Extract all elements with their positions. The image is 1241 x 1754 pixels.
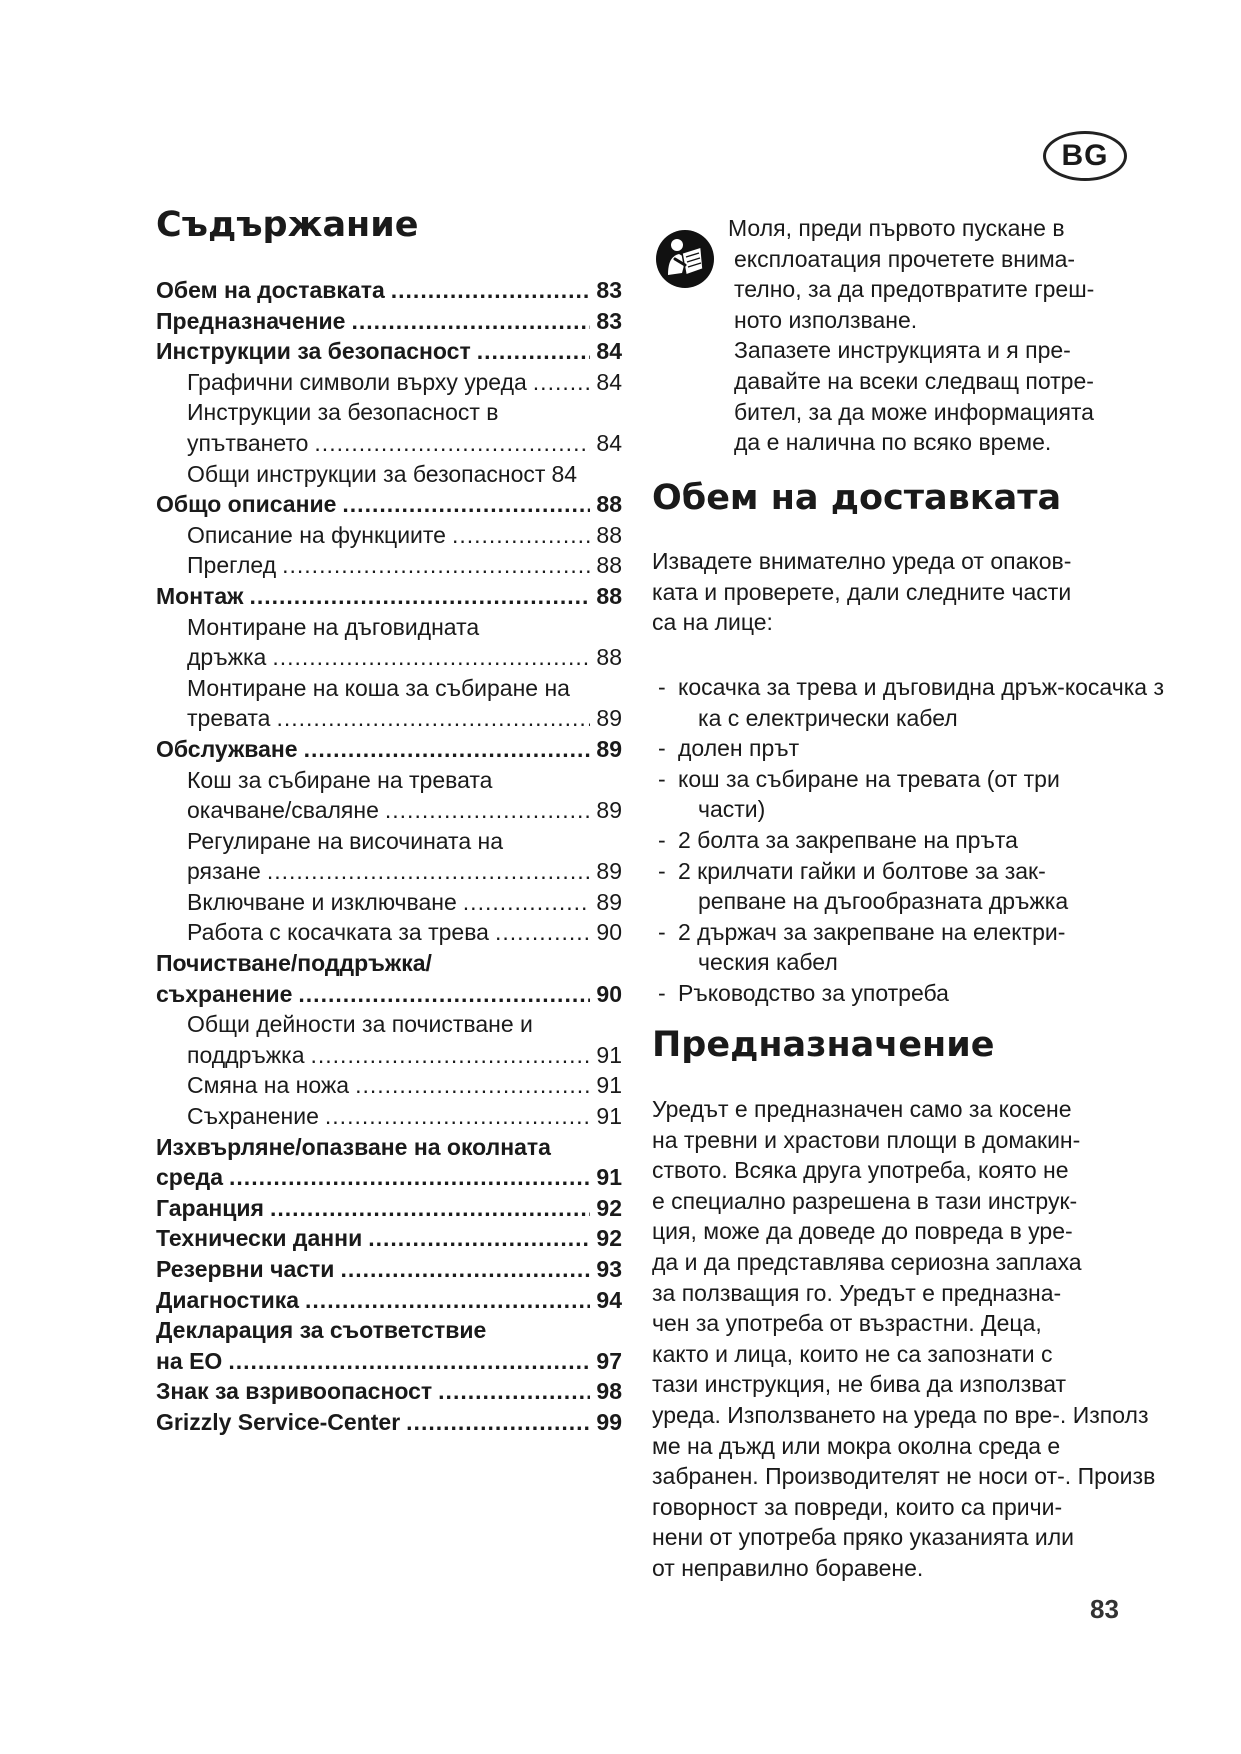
toc-entry-title: Резервни части [156, 1256, 335, 1282]
toc-entry-page: 89 [596, 797, 622, 824]
toc-entry-page: 84 [596, 429, 622, 456]
toc-entry[interactable] [156, 581, 622, 612]
notice-line: телно, за да предотвратите греш- [734, 276, 1095, 303]
toc-entry-page: 91 [596, 1164, 622, 1191]
toc-entry-page: 84 [596, 338, 622, 365]
notice-line: ното използване. [734, 306, 918, 333]
toc-leader-dots [340, 1254, 590, 1285]
toc-leader-dots [355, 1070, 590, 1101]
toc-entry-page: 91 [596, 1103, 622, 1130]
purpose-line: да и да представлява сериозна заплаха [652, 1248, 1082, 1275]
toc-entry-title: Инструкции за безопасност в [187, 399, 499, 426]
toc-entry[interactable] [156, 1101, 622, 1132]
toc-leader-dots [267, 856, 591, 887]
purpose-text [652, 1094, 1155, 1584]
purpose-line: както и лица, които не са запознати с [652, 1340, 1053, 1367]
toc-entry-title: Съхранение [187, 1103, 319, 1130]
toc-leader-dots [282, 550, 590, 581]
language-badge: BG [1043, 131, 1127, 181]
toc-entry-page: 94 [596, 1286, 622, 1313]
notice-line: Моля, преди първото пускане в [728, 215, 1065, 241]
toc-leader-dots [311, 1040, 591, 1071]
toc-entry-page: 93 [596, 1256, 622, 1282]
toc-leader-dots [368, 1223, 590, 1254]
toc-entry[interactable] [156, 703, 622, 734]
toc-entry[interactable] [156, 795, 622, 826]
toc-entry[interactable] [156, 1315, 622, 1346]
purpose-line: ството. Всяка друга употреба, която не [652, 1157, 1069, 1184]
toc-leader-dots [385, 795, 591, 826]
toc-entry[interactable] [156, 1132, 622, 1163]
toc-leader-dots [438, 1376, 590, 1407]
toc-entry[interactable] [156, 1040, 622, 1071]
toc-entry-title: поддръжка [187, 1041, 305, 1068]
toc-entry[interactable] [156, 612, 622, 643]
toc-entry[interactable] [156, 826, 622, 857]
toc-entry[interactable] [156, 1193, 622, 1224]
purpose-line: от неправилно боравене. [652, 1554, 924, 1581]
toc-entry-title: Кош за събиране на тревата [187, 766, 493, 793]
toc-leader-dots [351, 306, 590, 337]
toc-entry-title: Grizzly Service-Center [156, 1408, 401, 1435]
page-number: 83 [1090, 1594, 1119, 1624]
toc-entry-page: 99 [596, 1408, 622, 1435]
delivery-heading: Обем на доставката [652, 478, 1062, 518]
toc-entry[interactable] [156, 397, 622, 428]
toc-entry-title: Общи инструкции за безопасност [187, 460, 546, 487]
purpose-line: говорност за повреди, които са причи- [652, 1493, 1063, 1520]
toc-title: Съдържание [156, 205, 419, 245]
toc-entry-title: Графични символи върху уреда [187, 368, 527, 395]
toc-entry[interactable] [156, 979, 622, 1010]
toc-entry-page: 90 [596, 919, 622, 946]
toc-entry-title: Диагностика [156, 1286, 300, 1313]
purpose-line: тази инструкция, не бива да използват [652, 1371, 1067, 1398]
toc-entry-page: 83 [596, 277, 622, 303]
toc-leader-dots [272, 642, 590, 673]
toc-entry[interactable] [156, 1223, 622, 1254]
notice-line: бител, за да може информацията [734, 398, 1094, 425]
toc-entry[interactable] [156, 673, 622, 704]
toc-entry-page: 84 [596, 368, 622, 395]
toc-entry[interactable] [156, 734, 622, 765]
toc-leader-dots [314, 428, 590, 459]
toc-entry-title: окачване/сваляне [187, 797, 379, 824]
purpose-line: Уредът е предназначен само за косене [652, 1096, 1072, 1122]
toc-entry[interactable] [156, 550, 622, 581]
toc-entry[interactable] [156, 428, 622, 459]
toc-entry[interactable] [156, 1346, 622, 1377]
toc-entry-page: 98 [596, 1378, 622, 1405]
toc-leader-dots [533, 367, 591, 398]
table-of-contents [156, 275, 622, 1438]
toc-entry[interactable] [156, 1376, 622, 1407]
toc-entry[interactable] [156, 489, 622, 520]
toc-entry-title: упътването [187, 429, 309, 456]
toc-entry-page: 88 [596, 582, 622, 609]
toc-entry-title: дръжка [187, 644, 267, 671]
toc-leader-dots [228, 1346, 590, 1377]
purpose-line: ция, може да доведе до повреда в уре- [652, 1218, 1073, 1245]
toc-entry-title: съхранение [156, 980, 293, 1007]
toc-leader-dots [276, 703, 590, 734]
toc-leader-dots [325, 1101, 591, 1132]
toc-entry-title: Монтаж [156, 582, 244, 609]
toc-entry-page: 88 [596, 644, 622, 671]
list-item-continuation: репване на дъгообразната дръжка [698, 888, 1069, 915]
toc-entry-page: 91 [596, 1072, 622, 1099]
toc-entry[interactable] [156, 459, 622, 490]
toc-entry-title: на ЕО [156, 1347, 223, 1374]
read-manual-icon [655, 229, 715, 289]
toc-entry-title: Знак за взривоопасност [156, 1378, 433, 1405]
list-item: - Ръководство за употреба [658, 978, 1198, 1009]
purpose-heading: Предназначение [652, 1025, 995, 1065]
toc-entry-title: Обем на доставката [156, 277, 385, 303]
toc-leader-dots [477, 336, 591, 367]
toc-entry-title: Общо описание [156, 491, 337, 518]
list-item-continuation: ка с електрически кабел [698, 704, 958, 731]
purpose-line: чен за употреба от възрастни. Деца, [652, 1310, 1042, 1337]
notice-line: давайте на всеки следващ потре- [734, 367, 1094, 394]
toc-entry-title: Описание на функциите [187, 521, 446, 548]
list-item: - 2 крилчати гайки и болтове за зак- [658, 856, 1198, 887]
toc-entry[interactable] [156, 520, 622, 551]
toc-entry-page: 92 [596, 1225, 622, 1252]
toc-leader-dots [391, 275, 591, 306]
delivery-intro-line: Извадете внимателно уреда от опаков- [652, 548, 1072, 574]
toc-entry[interactable] [156, 642, 622, 673]
list-item: - 2 държач за закрепване на електри- [658, 917, 1198, 948]
toc-entry-title: рязане [187, 858, 261, 885]
toc-entry-page: 91 [596, 1041, 622, 1068]
toc-entry-title: Монтиране на дъговидната [187, 613, 480, 640]
toc-leader-dots [298, 979, 590, 1010]
toc-entry-page: 83 [596, 307, 622, 334]
toc-entry-title: Включване и изключване [187, 888, 457, 915]
toc-leader-dots [305, 1285, 590, 1316]
toc-entry[interactable] [156, 856, 622, 887]
toc-entry[interactable] [156, 1009, 622, 1040]
purpose-line: забранен. Производителят не носи от-. Произв [652, 1463, 1156, 1490]
list-item: - 2 болта за закрепване на пръта [658, 825, 1198, 856]
toc-entry-title: Изхвърляне/опазване на околната [156, 1133, 551, 1160]
delivery-intro [652, 546, 1071, 638]
toc-leader-dots [304, 734, 591, 765]
purpose-line: нени от употреба пряко указанията или [652, 1524, 1075, 1551]
toc-entry[interactable] [156, 306, 622, 337]
purpose-line: на тревни и храстови площи в домакин- [652, 1126, 1081, 1153]
notice-line: да е налична по всяко време. [734, 429, 1052, 456]
toc-entry[interactable] [156, 887, 622, 918]
toc-leader-dots [270, 1193, 590, 1224]
list-item: - кош за събиране на тревата (от три [658, 764, 1198, 795]
toc-leader-dots [229, 1162, 590, 1193]
toc-entry-title: Технически данни [156, 1225, 363, 1252]
toc-leader-dots [452, 520, 590, 551]
toc-entry-page: 88 [596, 552, 622, 579]
list-item: - косачка за трева и дъговидна дръж-косачка з [658, 672, 1198, 703]
purpose-line: за ползващия го. Уредът е предназна- [652, 1279, 1062, 1306]
toc-leader-dots [495, 917, 590, 948]
toc-entry-page: 88 [596, 521, 622, 548]
purpose-line: ме на дъжд или мокра околна среда е [652, 1432, 1061, 1459]
list-item: - долен прът [658, 733, 1198, 764]
toc-entry-title: Смяна на ножа [187, 1072, 350, 1099]
list-item-continuation: ческия кабел [698, 949, 838, 976]
toc-entry-page: 89 [596, 735, 622, 762]
toc-entry-page: 89 [596, 858, 622, 885]
delivery-intro-line: ката и проверете, дали следните части [652, 578, 1072, 605]
toc-entry-title: Почистване/поддръжка/ [156, 950, 432, 977]
toc-entry-title: Преглед [187, 552, 277, 579]
toc-entry-title: Гаранция [156, 1194, 264, 1221]
toc-entry-title: Обслужване [156, 735, 298, 762]
delivery-items-list [658, 672, 1198, 1009]
delivery-intro-line: са на лице: [652, 609, 773, 636]
toc-entry[interactable] [156, 1285, 622, 1316]
toc-entry-page: 97 [596, 1347, 622, 1374]
toc-entry[interactable] [156, 336, 622, 367]
toc-entry-page: 88 [596, 491, 622, 518]
toc-entry-page: 89 [596, 705, 622, 732]
toc-leader-dots [249, 581, 590, 612]
toc-entry-title: Регулиране на височината на [187, 827, 504, 854]
toc-entry[interactable] [156, 917, 622, 948]
toc-entry-title: среда [156, 1164, 224, 1191]
notice-line: Запазете инструкцията и я пре- [734, 337, 1071, 364]
toc-entry-page: 90 [596, 980, 622, 1007]
toc-leader-dots [342, 489, 590, 520]
toc-entry-page: 89 [596, 888, 622, 915]
toc-entry[interactable] [156, 1254, 622, 1285]
toc-entry-title: тревата [187, 705, 271, 732]
toc-entry-page: 92 [596, 1194, 622, 1221]
toc-entry-page: 84 [551, 460, 578, 487]
toc-entry-title: Декларация за съответствие [156, 1317, 487, 1344]
toc-leader-dots [406, 1407, 590, 1438]
toc-entry[interactable] [156, 275, 622, 306]
read-instructions-notice [728, 213, 1094, 458]
toc-entry-title: Инструкции за безопасност [156, 338, 471, 365]
purpose-line: е специално разрешена в тази инструк- [652, 1187, 1078, 1214]
purpose-line: уреда. Използването на уреда по вре-. Използ [652, 1401, 1149, 1428]
toc-entry[interactable] [156, 1070, 622, 1101]
toc-entry-title: Общи дейности за почистване и [187, 1011, 533, 1038]
toc-entry-title: Работа с косачката за трева [187, 919, 489, 946]
toc-entry[interactable] [156, 1407, 622, 1438]
toc-entry-title: Предназначение [156, 307, 346, 334]
toc-leader-dots [463, 887, 591, 918]
list-item-continuation: части) [698, 796, 766, 823]
toc-entry[interactable] [156, 1162, 622, 1193]
toc-entry-title: Монтиране на коша за събиране на [187, 674, 570, 701]
toc-entry[interactable] [156, 367, 622, 398]
notice-line: експлоатация прочетете внима- [734, 245, 1076, 272]
toc-entry[interactable] [156, 948, 622, 979]
toc-entry[interactable] [156, 765, 622, 796]
